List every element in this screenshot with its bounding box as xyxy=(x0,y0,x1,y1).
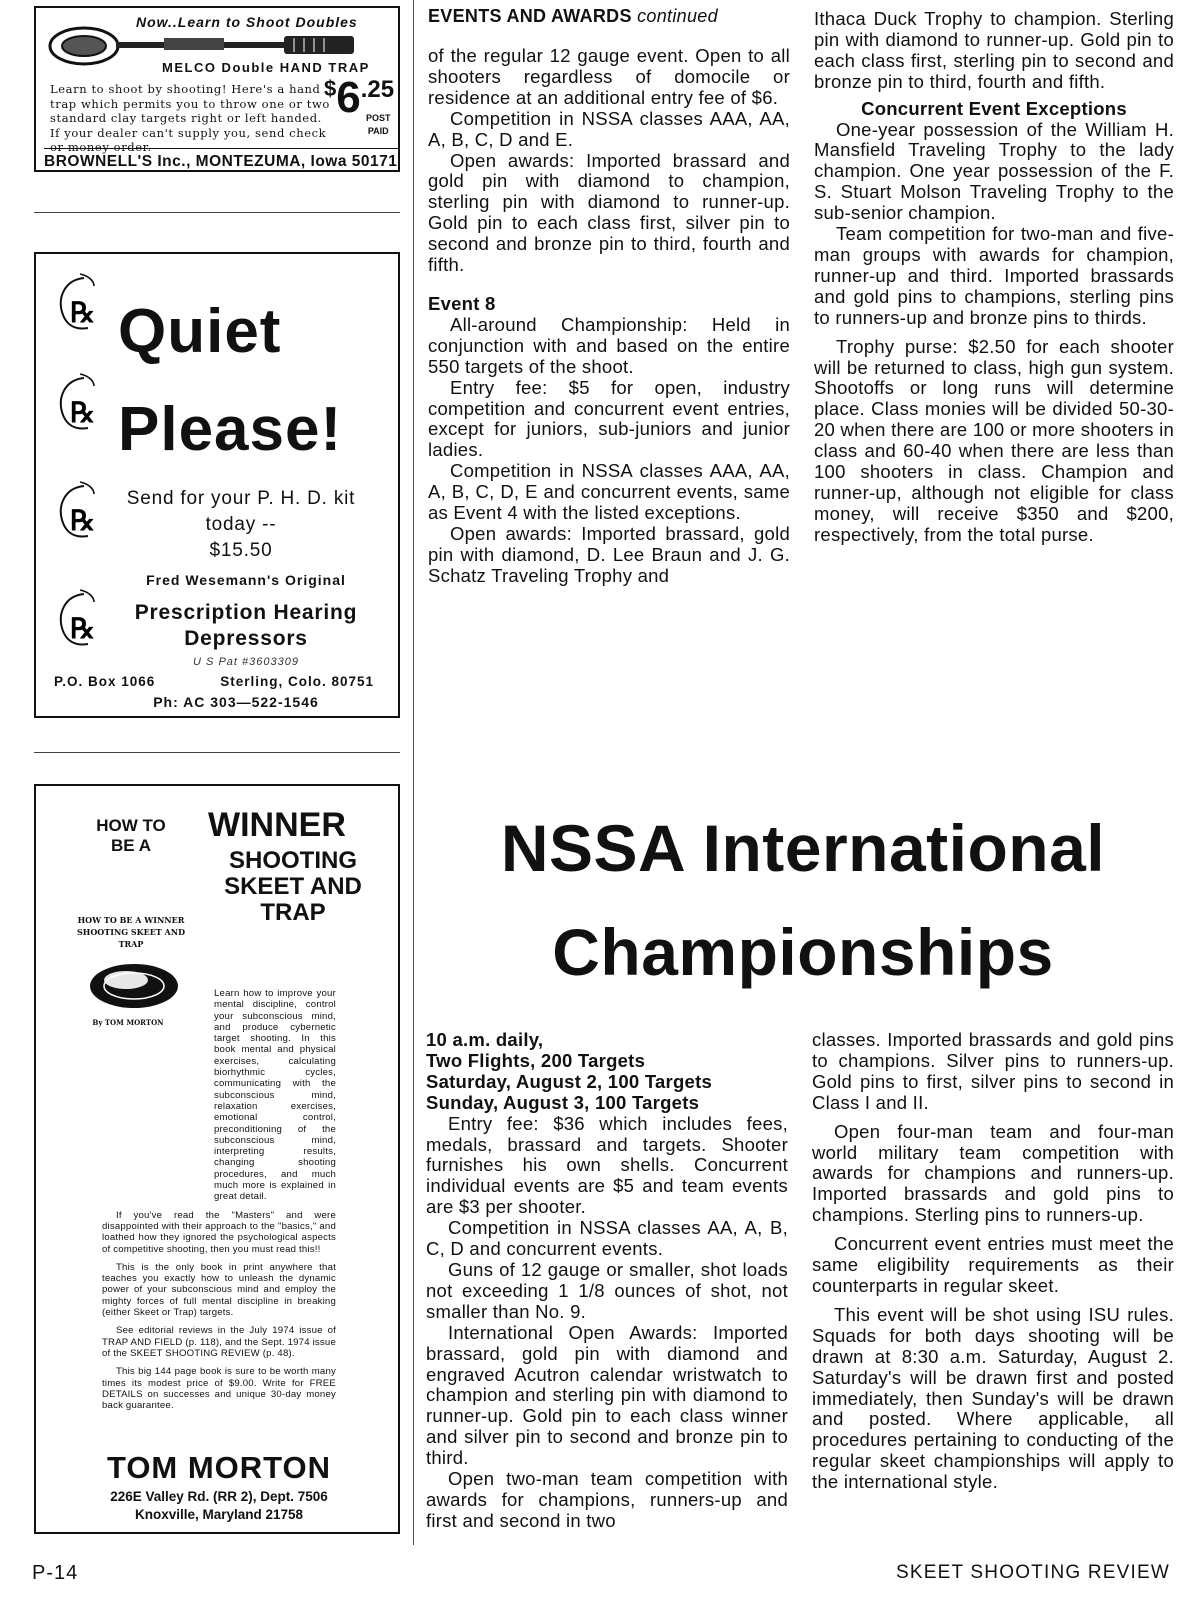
postpaid-line: POST xyxy=(366,113,391,123)
price-cents: .25 xyxy=(360,76,395,103)
article-paragraph: Open awards: Imported brassard and gold pin with diamond to champion, sterling pin with diamond to runner-up. Gold pin to each class first, silver pin to second and bronze pin to third, fourth and fifth. xyxy=(428,149,790,276)
maker-line: Fred Wesemann's Original xyxy=(146,572,346,588)
article-paragraph: Guns of 12 gauge or smaller, shot loads not exceeding 1 1/8 ounces of shot, not smaller than No. 9. xyxy=(426,1258,788,1322)
article-paragraph: Competition in NSSA classes AAA, AA, A, B, C, D and E. xyxy=(428,107,790,150)
postpaid-line: PAID xyxy=(367,126,389,136)
article-paragraph: Entry fee: $5 for open, industry competition and concurrent event entries, except for juniors, sub-juniors and junior ladies. xyxy=(428,376,790,461)
ad-headline-quiet: Quiet xyxy=(118,297,282,366)
ear-rx-icon xyxy=(50,372,120,442)
article-column xyxy=(812,1030,1174,1493)
phone-number: Ph: AC 303—522-1546 xyxy=(153,694,319,710)
schedule-line: Sunday, August 3, 100 Targets xyxy=(426,1091,700,1113)
continued-label: continued xyxy=(637,6,718,26)
ad-address: BROWNELL'S Inc., MONTEZUMA, Iowa 50171 xyxy=(44,148,398,171)
article-paragraph: Open two-man team competition with awards for champions, runners-up and first and second in two xyxy=(426,1468,788,1531)
article-paragraph: classes. Imported brassards and gold pins to champions. Silver pins to runners-up. Gold pins to first, silver pins to second in Class I and II. xyxy=(812,1029,1174,1113)
patent-number: U S Pat #3603309 xyxy=(193,656,299,668)
ad-paragraph: This big 144 page book is sure to be worth many times its modest price of $9.00. Write for FREE DETAILS on successes and unique 30-day money back guarantee. xyxy=(102,1366,336,1412)
offer-price: $15.50 xyxy=(209,540,273,561)
offer-line: Send for your P. H. D. kit xyxy=(126,488,356,509)
product-name xyxy=(116,600,376,652)
schedule-line: Two Flights, 200 Targets xyxy=(426,1049,646,1071)
address-line: 226E Valley Rd. (RR 2), Dept. 7506 xyxy=(110,1489,328,1504)
mailing-address xyxy=(54,674,374,689)
subsection-heading: Concurrent Event Exceptions xyxy=(861,97,1127,119)
ad-paragraph: Learn how to improve your mental discipline, control your subconscious mind, and produce cybernetic target shooting. In this book mental and physical exercises, calculating biorhythmic cycles, communicating with the subconscious mind, relaxation exercises, emotional control, preconditioning of the subconscious mind, interpreting results, changing shooting procedures, and much much more is explained in great detail. xyxy=(214,988,336,1203)
article-paragraph: Concurrent event entries must meet the same eligibility requirements as their counterparts in regular skeet. xyxy=(812,1233,1174,1296)
ad-paragraph: See editorial reviews in the July 1974 issue of TRAP AND FIELD (p. 118), and the Sept. 1974 issue of the SKEET SHOOTING REVIEW (p. 48). xyxy=(102,1325,336,1359)
article-paragraph: Entry fee: $36 which includes fees, medals, brassard and targets. Shooter furnishes his own shells. Concurrent individual events are $5 and team events are $3 per shooter. xyxy=(426,1112,788,1218)
column-divider xyxy=(413,0,414,1545)
ad-paragraph: This is the only book in print anywhere that teaches you exactly how to unleash the dynamic power of your subconscious mind and employ the mighty forces of full mental discipline in breaking (either Skeet or Trap) targets. xyxy=(102,1261,336,1319)
ad-paragraph: If you've read the "Masters" and were disappointed with their approach to the "basics," and loathed how they ignored the psychological aspects of competitive shooting, then you must read this!! xyxy=(102,1209,336,1255)
article-paragraph: This event will be shot using ISU rules. Squads for both days shooting will be drawn at 8:30 a.m. Saturday, August 2. Saturday's will be drawn first and posted immediately, then Sunday's will be drawn and posted. Where applicable, all procedures pertaining to conducting of the regular skeet championships will apply to the international style. xyxy=(812,1303,1174,1493)
ad-headline-please: Please! xyxy=(118,395,343,464)
title-line: Championships xyxy=(552,915,1054,989)
city: Sterling, Colo. 80751 xyxy=(220,674,374,689)
address-line: Knoxville, Maryland 21758 xyxy=(134,1507,304,1522)
schedule-line: 10 a.m. daily, xyxy=(426,1029,544,1050)
winner-book-ad xyxy=(34,784,400,1534)
article-paragraph: Team competition for two-man and five-man groups with awards for champion, runner-up and third. Imported brassards and gold pins to champions, sterling pins to runners-up and bronze pins to thirds. xyxy=(814,223,1174,328)
event-heading: Event 8 xyxy=(428,292,496,314)
ad-subtitle: SHOOTING SKEET AND TRAP xyxy=(224,847,362,926)
title-line: NSSA International xyxy=(500,811,1106,885)
rx-symbol: ℞ xyxy=(70,296,96,329)
schedule-line: Saturday, August 2, 100 Targets xyxy=(426,1070,713,1092)
section-heading xyxy=(428,6,718,27)
ear-rx-icon xyxy=(50,588,120,658)
author-address xyxy=(56,1488,382,1524)
ad-kicker: HOW TO BE A xyxy=(96,816,166,855)
article-column xyxy=(426,1030,788,1532)
ad-offer xyxy=(106,486,376,564)
ad-divider xyxy=(34,212,400,213)
article-paragraph: of the regular 12 gauge event. Open to all shooters regardless of domocile or residence at an additional entry fee of $6. xyxy=(428,45,790,108)
product-line: Depressors xyxy=(184,627,308,650)
article-paragraph: All-around Championship: Held in conjunction with and based on the entire 550 targets of the shoot. xyxy=(428,313,790,377)
section-heading-text: EVENTS AND AWARDS xyxy=(428,6,632,26)
author-name: TOM MORTON xyxy=(106,1450,332,1485)
article-paragraph: Open four-man team and four-man world military team competition with awards for champions and runners-up. Imported brassards and gold pins to champions. Sterling pins to runners-up. xyxy=(812,1120,1174,1226)
rx-symbol: ℞ xyxy=(70,504,96,537)
offer-line: today -- xyxy=(205,514,277,535)
article-paragraph: Ithaca Duck Trophy to champion. Sterling pin with diamond to runner-up. Gold pin to each class first, sterling pin to second and bronze pin to third, fourth and fifth. xyxy=(814,8,1174,92)
article-paragraph: Competition in NSSA classes AAA, AA, A, B, C, D, E and concurrent events, same as Event 4 with the listed exceptions. xyxy=(428,460,790,524)
article-paragraph: One-year possession of the William H. Mansfield Traveling Trophy to the lady champion. One year possession of the F. S. Stuart Molson Traveling Trophy to the sub-senior champion. xyxy=(814,118,1174,224)
book-cover-title: HOW TO BE A WINNER SHOOTING SKEET AND TRAP xyxy=(76,915,186,949)
price-dollar-sign: $ xyxy=(324,76,337,101)
product-name: MELCO Double HAND TRAP xyxy=(162,60,370,75)
quiet-please-ad xyxy=(34,252,400,718)
article-title xyxy=(420,796,1186,1004)
article-paragraph: Trophy purse: $2.50 for each shooter will be returned to class, high gun system. Shootoffs or long runs will determine place. Class monies will be divided 50-30-20 when there are 100 or more shooters in class and 60-40 when there are less than 100 shooters in class. Champion and runner-up, although not eligible for class money, will receive $350 and $200, respectively, from the total purse. xyxy=(814,335,1174,545)
article-paragraph: Open awards: Imported brassard, gold pin with diamond, D. Lee Braun and J. G. Schatz Traveling Trophy and xyxy=(428,522,790,586)
melco-hand-trap-ad xyxy=(34,6,400,172)
postpaid-note xyxy=(366,112,391,138)
article-column xyxy=(814,9,1174,546)
po-box: P.O. Box 1066 xyxy=(54,674,156,689)
page-number: P-14 xyxy=(32,1562,79,1584)
article-paragraph: International Open Awards: Imported brassard, gold pin with diamond and engraved Acutron calendar wristwatch to champion and sterling pin with diamond to runner-up. Gold pin to each class winner and silver pin to second and bronze pin to third. xyxy=(426,1321,788,1469)
book-cover-author: By TOM MORTON xyxy=(92,1018,164,1027)
ad-headline: Now..Learn to Shoot Doubles xyxy=(136,14,358,30)
ad-body-text: Learn to shoot by shooting! Here's a hand trap which permits you to throw one or two standard clay targets right or left handed. If your dealer can't supply you, send check or money order. xyxy=(50,82,330,154)
ear-rx-icon xyxy=(50,272,120,342)
price-whole: 6 xyxy=(336,73,361,122)
rx-symbol: ℞ xyxy=(70,396,96,429)
ad-divider xyxy=(34,752,400,753)
ad-body-text xyxy=(102,988,336,1418)
ad-headline: WINNER xyxy=(208,806,346,844)
article-column xyxy=(428,46,790,587)
article-paragraph: Competition in NSSA classes AA, A, B, C, D and concurrent events. xyxy=(426,1217,788,1260)
rx-symbol: ℞ xyxy=(70,612,96,645)
publication-name: SKEET SHOOTING REVIEW xyxy=(896,1562,1170,1583)
product-line: Prescription Hearing xyxy=(134,601,358,624)
